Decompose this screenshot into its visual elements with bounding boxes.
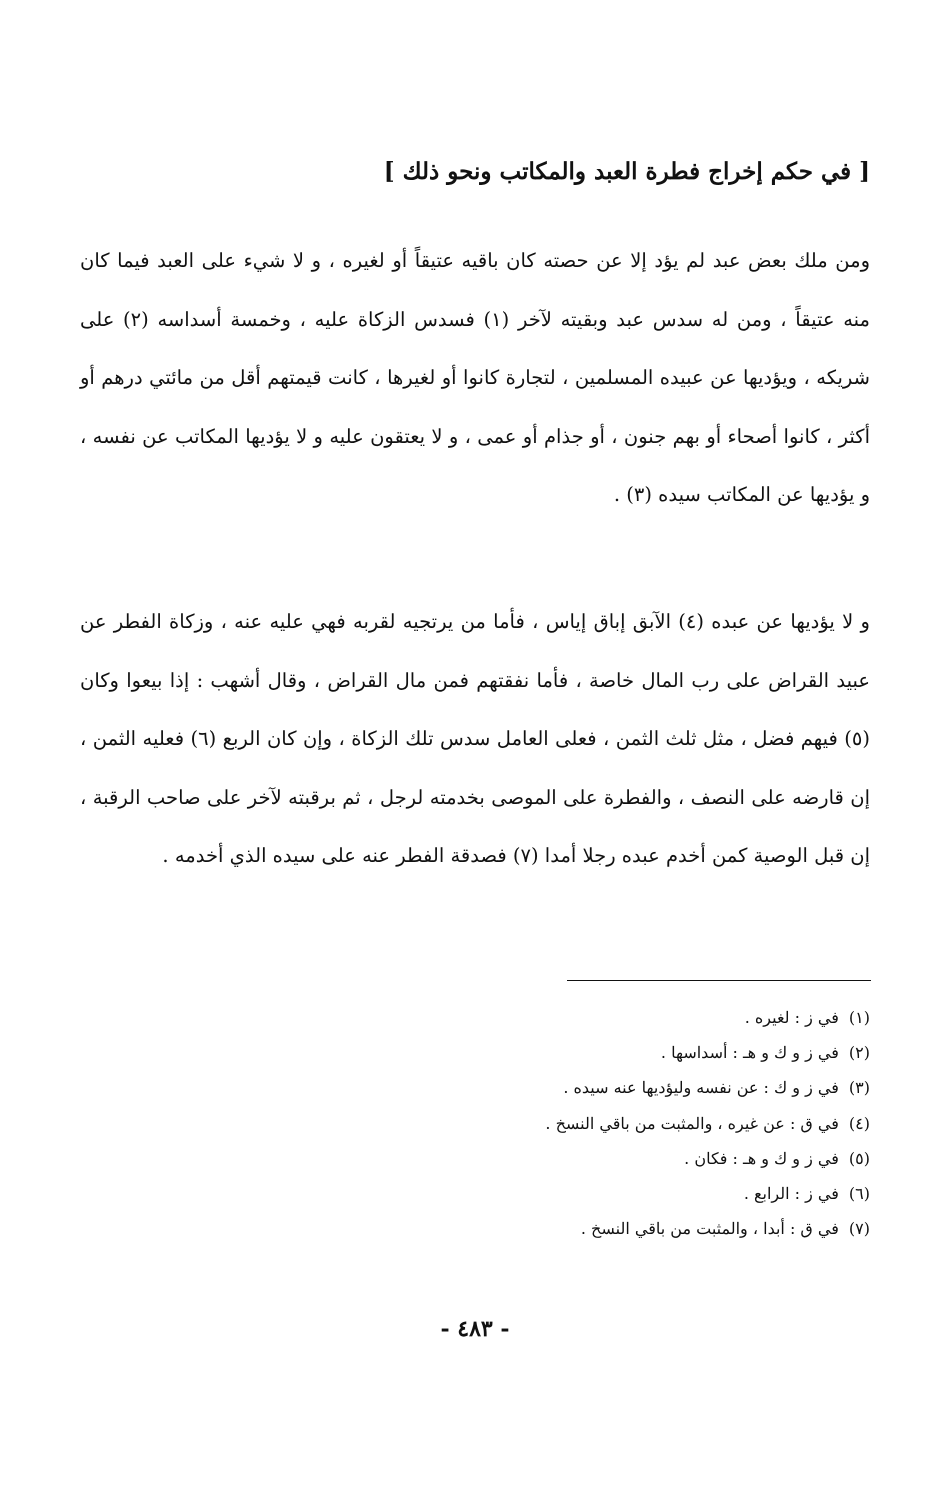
- footnote-separator: [567, 980, 871, 981]
- footnote-text: في ق : أبدا ، والمثبت من باقي النسخ .: [580, 1219, 839, 1239]
- footnotes-list: [80, 1000, 870, 1246]
- section-heading: [ في حكم إخراج فطرة العبد والمكاتب ونحو ذلك ]: [383, 158, 870, 185]
- footnote-6: [80, 1176, 870, 1211]
- footnote-text: في ز و ك و هـ : أسداسها .: [660, 1043, 839, 1063]
- footnote-4: [80, 1106, 870, 1141]
- footnote-text: في ز و ك و هـ : فكان .: [684, 1148, 839, 1168]
- footnote-text: في ق : عن غيره ، والمثبت من باقي النسخ .: [545, 1113, 839, 1133]
- footnote-number: (٣): [848, 1078, 870, 1098]
- footnote-3: [80, 1070, 870, 1105]
- footnote-1: [80, 1000, 870, 1035]
- footnote-text: في ز : لغيره .: [744, 1008, 839, 1027]
- footnote-number: (٤): [848, 1113, 870, 1133]
- page-number: - ٤٨٣ -: [440, 1316, 510, 1342]
- footnote-number: (٢): [848, 1043, 870, 1063]
- footnote-text: في ز : الرابع .: [743, 1184, 839, 1204]
- footnote-7: [80, 1211, 870, 1246]
- footnote-5: [80, 1141, 870, 1176]
- footnote-2: [80, 1035, 870, 1070]
- body-paragraph-1: ومن ملك بعض عبد لم يؤد إلا عن حصته كان باقيه عتيقاً أو لغيره ، و لا شيء على العبد فيما كان منه عتيقاً ، ومن له سدس عبد وبقيته لآخر (١) فسدس الزكاة عليه ، وخمسة أسداسه (٢) على شريكه ، ويؤديها عن عبيده المسلمين ، لتجارة كانوا أو لغيرها ، كانت قيمتهم أقل من مائتي درهم أو أكثر ، كانوا أصحاء أو بهم جنون ، أو جذام أو عمى ، و لا يعتقون عليه و لا يؤديها المكاتب عن نفسه ، و يؤديها عن المكاتب سيده (٣) .: [80, 249, 870, 506]
- footnote-number: (٦): [848, 1184, 870, 1204]
- footnote-number: (٧): [848, 1219, 870, 1239]
- footnote-number: (٥): [848, 1148, 870, 1168]
- footnote-number: (١): [848, 1008, 870, 1027]
- body-paragraph-2: و لا يؤديها عن عبده (٤) الآبق إباق إياس ، فأما من يرتجيه لقربه فهي عليه عنه ، وزكاة الفطر عن عبيد القراض على رب المال خاصة ، فأما نفقتهم فمن مال القراض ، وقال أشهب : إذا بيعوا وكان (٥) فيهم فضل ، مثل ثلث الثمن ، فعلى العامل سدس تلك الزكاة ، وإن كان الربع (٦) فعليه الثمن ، إن قارضه على النصف ، والفطرة على الموصى بخدمته لرجل ، ثم برقبته لآخر على صاحب الرقبة ، إن قبل الوصية كمن أخدم عبده رجلا أمدا (٧) فصدقة الفطر عنه على سيده الذي أخدمه .: [80, 610, 870, 867]
- footnote-text: في ز و ك : عن نفسه وليؤديها عنه سيده .: [563, 1078, 839, 1098]
